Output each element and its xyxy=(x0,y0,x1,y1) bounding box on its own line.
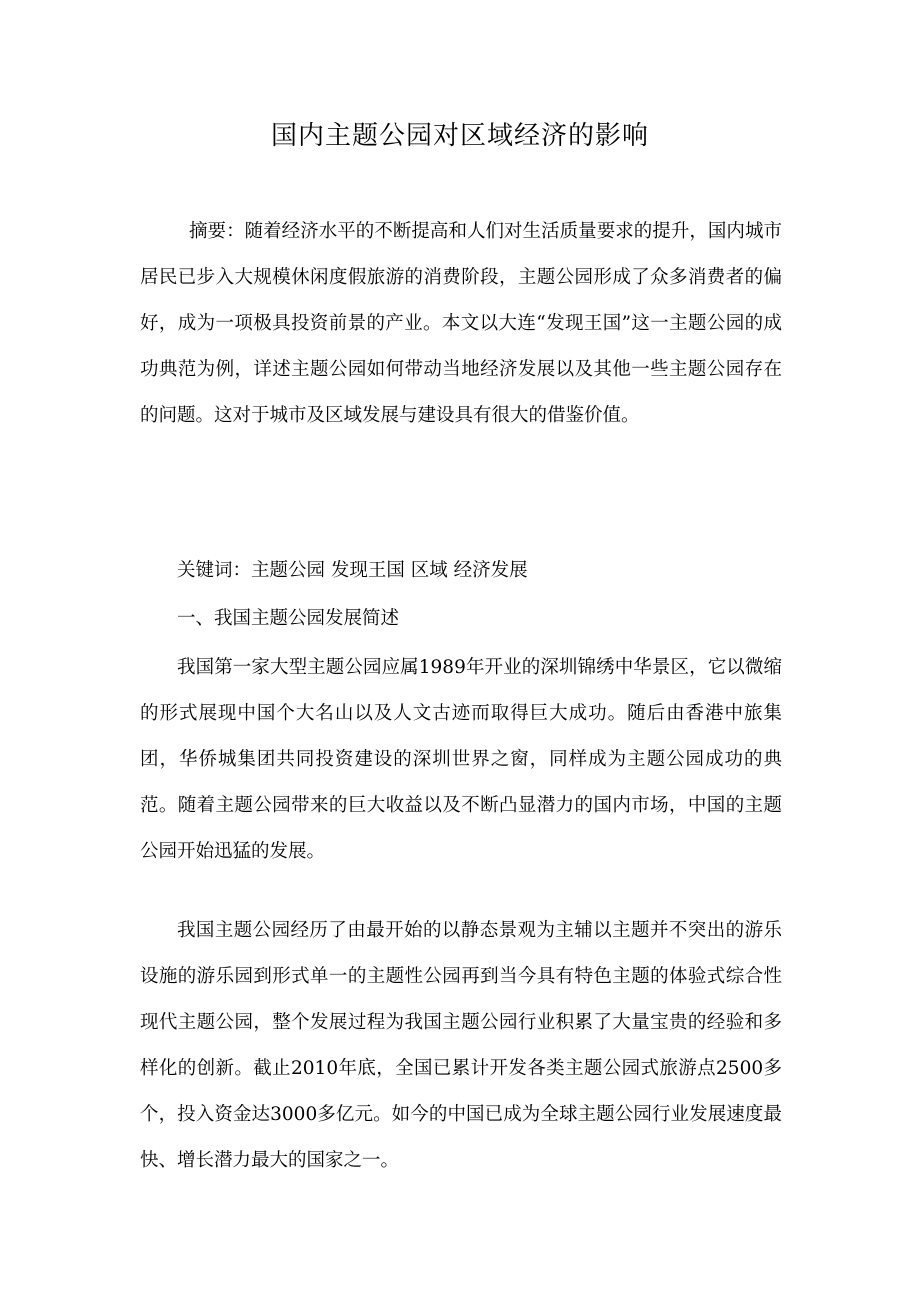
abstract-paragraph: 摘要：随着经济水平的不断提高和人们对生活质量要求的提升，国内城市居民已步入大规模休闲度假旅游的消费阶段，主题公园形成了众多消费者的偏好，成为一项极具投资前景的产业。本文以大连“发现王国”这一主题公园的成功典范为例，详述主题公园如何带动当地经济发展以及其他一些主题公园存在的问题。这对于城市及区域发展与建设具有很大的借鉴价值。 xyxy=(140,221,782,426)
section-heading: 一、我国主题公园发展简述 xyxy=(177,608,400,629)
body-paragraph: 我国主题公园经历了由最开始的以静态景观为主辅以主题并不突出的游乐设施的游乐园到形式单一的主题性公园再到当今具有特色主题的体验式综合性现代主题公园，整个发展过程为我国主题公园行业积累了大量宝贵的经验和多样化的创新。截止2010年底，全国已累计开发各类主题公园式旅游点2500多个，投入资金达3000多亿元。如今的中国已成为全球主题公园行业发展速度最快、增长潜力最大的国家之一。 xyxy=(140,920,782,1171)
keywords-line: 关键词：主题公园 发现王国 区域 经济发展 xyxy=(177,560,528,581)
body-paragraph: 我国第一家大型主题公园应属1989年开业的深圳锦绣中华景区，它以微缩的形式展现中国个大名山以及人文古迹而取得巨大成功。随后由香港中旅集团，华侨城集团共同投资建设的深圳世界之窗，同样成为主题公园成功的典范。随着主题公园带来的巨大收益以及不断凸显潜力的国内市场，中国的主题公园开始迅猛的发展。 xyxy=(140,657,782,862)
document-title: 国内主题公园对区域经济的影响 xyxy=(270,121,649,151)
